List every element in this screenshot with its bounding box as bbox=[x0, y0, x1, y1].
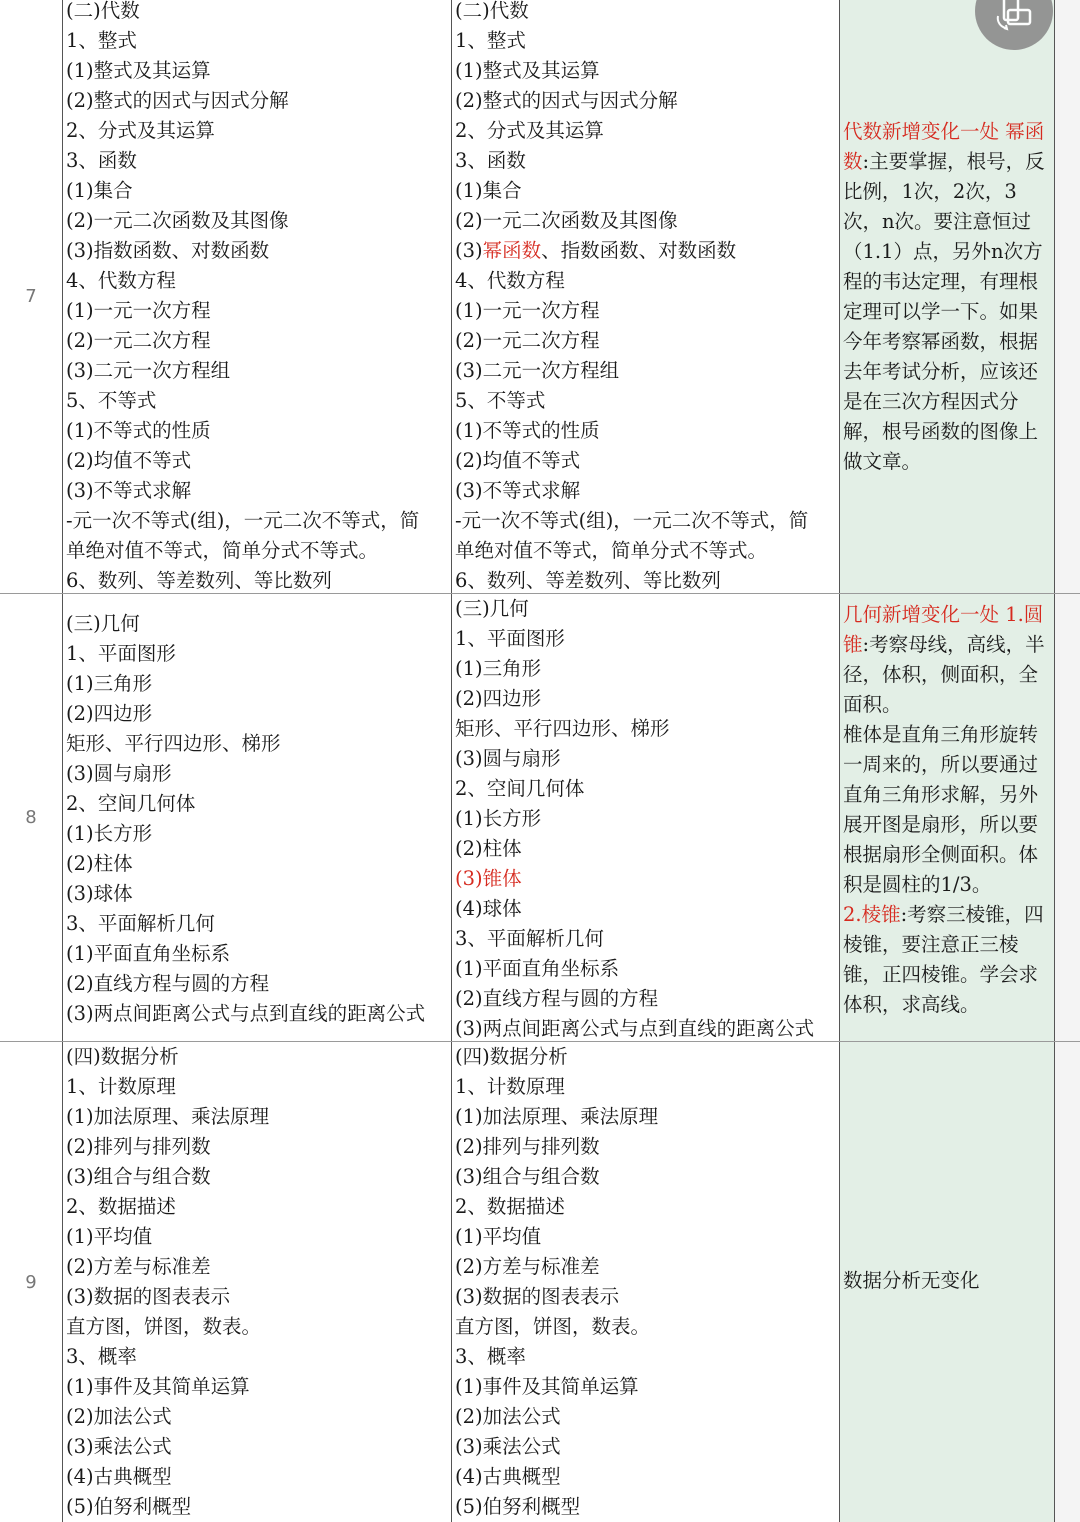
outline-line: (1)三角形 bbox=[66, 672, 153, 695]
outline-line: (1)加法原理、乘法原理 bbox=[455, 1105, 659, 1128]
change-note-text: :考察三棱锥，四棱锥，要注意正三棱锥，正四棱锥。学会求体积，求高线。 bbox=[843, 903, 1044, 1016]
outline-line: 3、平面解析几何 bbox=[455, 927, 604, 950]
outline-line: (3)组合与组合数 bbox=[66, 1165, 211, 1188]
outline-line: 1、平面图形 bbox=[455, 627, 565, 650]
outline-line: (1)事件及其简单运算 bbox=[66, 1375, 250, 1398]
outline-line: (四)数据分析 bbox=[455, 1045, 568, 1068]
outline-line: (1)一元一次方程 bbox=[455, 299, 600, 322]
outline-line: (2)一元二次函数及其图像 bbox=[455, 209, 678, 232]
table-row-9 bbox=[0, 1042, 1080, 1522]
outline-line: 2、数据描述 bbox=[455, 1195, 565, 1218]
outline-line: (2)直线方程与圆的方程 bbox=[66, 972, 270, 995]
highlight-new-item: (3)锥体 bbox=[455, 867, 522, 890]
outline-line: (2)整式的因式与因式分解 bbox=[66, 89, 289, 112]
outline-line: (2)一元二次函数及其图像 bbox=[66, 209, 289, 232]
old-syllabus-cell bbox=[62, 0, 451, 593]
change-note-cell bbox=[839, 0, 1055, 593]
outline-line: (1)长方形 bbox=[66, 822, 153, 845]
outline-prefix: (3) bbox=[455, 239, 483, 262]
table-row-8 bbox=[0, 594, 1080, 1042]
outline-line: 单绝对值不等式，简单分式不等式。 bbox=[455, 539, 768, 562]
outline-line: (2)均值不等式 bbox=[66, 449, 192, 472]
change-note-text: 椎体是直角三角形旋转一周来的，所以要通过直角三角形求解，另外展开图是扇形，所以要根据扇形全侧面积。体积是圆柱的1/3。 bbox=[843, 723, 1039, 896]
change-note-text: :主要掌握，根号，反比例，1次，2次，3次，n次。要注意恒过（1.1）点，另外n次方程的韦达定理，有理根定理可以学一下。如果今年考察幂函数，根据去年考试分析，应该还是在三次方程因式分解，根号函数的图像上做文章。 bbox=[843, 150, 1045, 473]
outline-line: 4、代数方程 bbox=[66, 269, 176, 292]
outline-line: 3、概率 bbox=[66, 1345, 137, 1368]
outline-line: 2、空间几何体 bbox=[455, 777, 585, 800]
outline-line: 1、平面图形 bbox=[66, 642, 176, 665]
outline-line: (1)平面直角坐标系 bbox=[66, 942, 231, 965]
outline-line: (5)伯努利概型 bbox=[455, 1495, 581, 1518]
outline-line: (三)几何 bbox=[66, 612, 140, 635]
outline-line: 5、不等式 bbox=[66, 389, 157, 412]
change-note-title: 代数新增变化一处 幂函数 bbox=[843, 120, 1045, 173]
outline-line: (1)不等式的性质 bbox=[455, 419, 600, 442]
change-note-cell bbox=[839, 1042, 1055, 1522]
outline-line: (2)柱体 bbox=[455, 837, 522, 860]
outline-line: 3、函数 bbox=[66, 149, 137, 172]
outline-line: 6、数列、等差数列、等比数列 bbox=[455, 569, 721, 592]
outline-line: (2)加法公式 bbox=[455, 1405, 561, 1428]
outline-line: (2)整式的因式与因式分解 bbox=[455, 89, 678, 112]
outline-line: (2)方差与标准差 bbox=[455, 1255, 600, 1278]
outline-line: (二)代数 bbox=[66, 0, 140, 22]
outline-line: (3)球体 bbox=[66, 882, 133, 905]
table-row-7 bbox=[0, 0, 1080, 594]
outline-line: (1)平均值 bbox=[66, 1225, 153, 1248]
outline-line: 1、整式 bbox=[66, 29, 137, 52]
outline-line: (3)组合与组合数 bbox=[455, 1165, 600, 1188]
change-note-text: 数据分析无变化 bbox=[843, 1269, 980, 1292]
outline-line: (1)加法原理、乘法原理 bbox=[66, 1105, 270, 1128]
outline-line: 2、分式及其运算 bbox=[66, 119, 215, 142]
outline-line: 3、平面解析几何 bbox=[66, 912, 215, 935]
new-syllabus-cell bbox=[451, 1042, 839, 1522]
outline-line: (4)古典概型 bbox=[455, 1465, 561, 1488]
outline-line: (2)四边形 bbox=[455, 687, 542, 710]
outline-line: 2、分式及其运算 bbox=[455, 119, 604, 142]
row-number: 7 bbox=[25, 286, 37, 307]
outline-line: 直方图，饼图，数表。 bbox=[66, 1315, 262, 1338]
new-syllabus-cell bbox=[451, 0, 839, 593]
outline-line: (1)平均值 bbox=[455, 1225, 542, 1248]
outline-suffix: 、指数函数、对数函数 bbox=[541, 239, 737, 262]
outline-line: (1)一元一次方程 bbox=[66, 299, 211, 322]
outline-line: -元一次不等式(组)，一元二次不等式，简 bbox=[455, 509, 809, 532]
outline-line: (3)圆与扇形 bbox=[455, 747, 561, 770]
outline-line: (二)代数 bbox=[455, 0, 529, 22]
outline-line: (2)排列与排列数 bbox=[455, 1135, 600, 1158]
outline-line: (3)两点间距离公式与点到直线的距离公式 bbox=[66, 1002, 426, 1025]
outline-line: (3)圆与扇形 bbox=[66, 762, 172, 785]
change-note-title: 几何新增变化一处 1.圆锥 bbox=[843, 603, 1044, 656]
highlight-new-item: 幂函数 bbox=[482, 239, 542, 262]
outline-line: 单绝对值不等式，简单分式不等式。 bbox=[66, 539, 379, 562]
outline-line: 2、数据描述 bbox=[66, 1195, 176, 1218]
outline-line: (2)均值不等式 bbox=[455, 449, 581, 472]
outline-line: -元一次不等式(组)，一元二次不等式，简 bbox=[66, 509, 420, 532]
outline-line: 1、整式 bbox=[455, 29, 526, 52]
outline-line: 3、概率 bbox=[455, 1345, 526, 1368]
outline-line: (5)伯努利概型 bbox=[66, 1495, 192, 1518]
outline-line: (三)几何 bbox=[455, 597, 529, 620]
outline-line: (3)不等式求解 bbox=[66, 479, 192, 502]
old-syllabus-cell bbox=[62, 594, 451, 1041]
outline-line: (2)柱体 bbox=[66, 852, 133, 875]
outline-line: 5、不等式 bbox=[455, 389, 546, 412]
outline-line: (1)集合 bbox=[66, 179, 133, 202]
outline-line: (3)两点间距离公式与点到直线的距离公式 bbox=[455, 1017, 815, 1040]
outline-line: 1、计数原理 bbox=[455, 1075, 565, 1098]
outline-line: 矩形、平行四边形、梯形 bbox=[66, 732, 281, 755]
outline-line: (1)整式及其运算 bbox=[66, 59, 211, 82]
outline-line: (3)数据的图表表示 bbox=[455, 1285, 620, 1308]
outline-line: (4)古典概型 bbox=[66, 1465, 172, 1488]
outline-line: (2)加法公式 bbox=[66, 1405, 172, 1428]
outline-line: (1)不等式的性质 bbox=[66, 419, 211, 442]
outline-line: (1)三角形 bbox=[455, 657, 542, 680]
outline-line: (4)球体 bbox=[455, 897, 522, 920]
outline-line: (2)一元二次方程 bbox=[455, 329, 600, 352]
change-note-subtitle: 2.棱锥 bbox=[843, 903, 901, 926]
outline-line: (3)二元一次方程组 bbox=[66, 359, 231, 382]
change-note-cell bbox=[839, 594, 1055, 1041]
screen-rotate-icon bbox=[994, 0, 1034, 36]
outline-line: (1)事件及其简单运算 bbox=[455, 1375, 639, 1398]
outline-line: (2)排列与排列数 bbox=[66, 1135, 211, 1158]
outline-line: (3)数据的图表表示 bbox=[66, 1285, 231, 1308]
outline-line bbox=[455, 236, 839, 266]
outline-line: (四)数据分析 bbox=[66, 1045, 179, 1068]
outline-line: (1)集合 bbox=[455, 179, 522, 202]
new-syllabus-cell bbox=[451, 594, 839, 1041]
outline-line: (3)指数函数、对数函数 bbox=[66, 239, 270, 262]
outline-line: 1、计数原理 bbox=[66, 1075, 176, 1098]
outline-line: (1)平面直角坐标系 bbox=[455, 957, 620, 980]
outline-line: (1)长方形 bbox=[455, 807, 542, 830]
outline-line: (2)一元二次方程 bbox=[66, 329, 211, 352]
outline-line: (3)不等式求解 bbox=[455, 479, 581, 502]
outline-line: (2)四边形 bbox=[66, 702, 153, 725]
row-number: 8 bbox=[25, 807, 37, 828]
outline-line: (3)二元一次方程组 bbox=[455, 359, 620, 382]
outline-line: 直方图，饼图，数表。 bbox=[455, 1315, 651, 1338]
outline-line: 矩形、平行四边形、梯形 bbox=[455, 717, 670, 740]
outline-line: 2、空间几何体 bbox=[66, 792, 196, 815]
outline-line: 3、函数 bbox=[455, 149, 526, 172]
outline-line: (2)直线方程与圆的方程 bbox=[455, 987, 659, 1010]
change-note-text: :考察母线，高线，半径，体积，侧面积，全面积。 bbox=[843, 633, 1045, 716]
outline-line: (3)乘法公式 bbox=[455, 1435, 561, 1458]
outline-line: 4、代数方程 bbox=[455, 269, 565, 292]
outline-line: (3)乘法公式 bbox=[66, 1435, 172, 1458]
row-number: 9 bbox=[25, 1271, 37, 1293]
old-syllabus-cell bbox=[62, 1042, 451, 1522]
outline-line: (1)整式及其运算 bbox=[455, 59, 600, 82]
outline-line: (2)方差与标准差 bbox=[66, 1255, 211, 1278]
outline-line: 6、数列、等差数列、等比数列 bbox=[66, 569, 332, 592]
